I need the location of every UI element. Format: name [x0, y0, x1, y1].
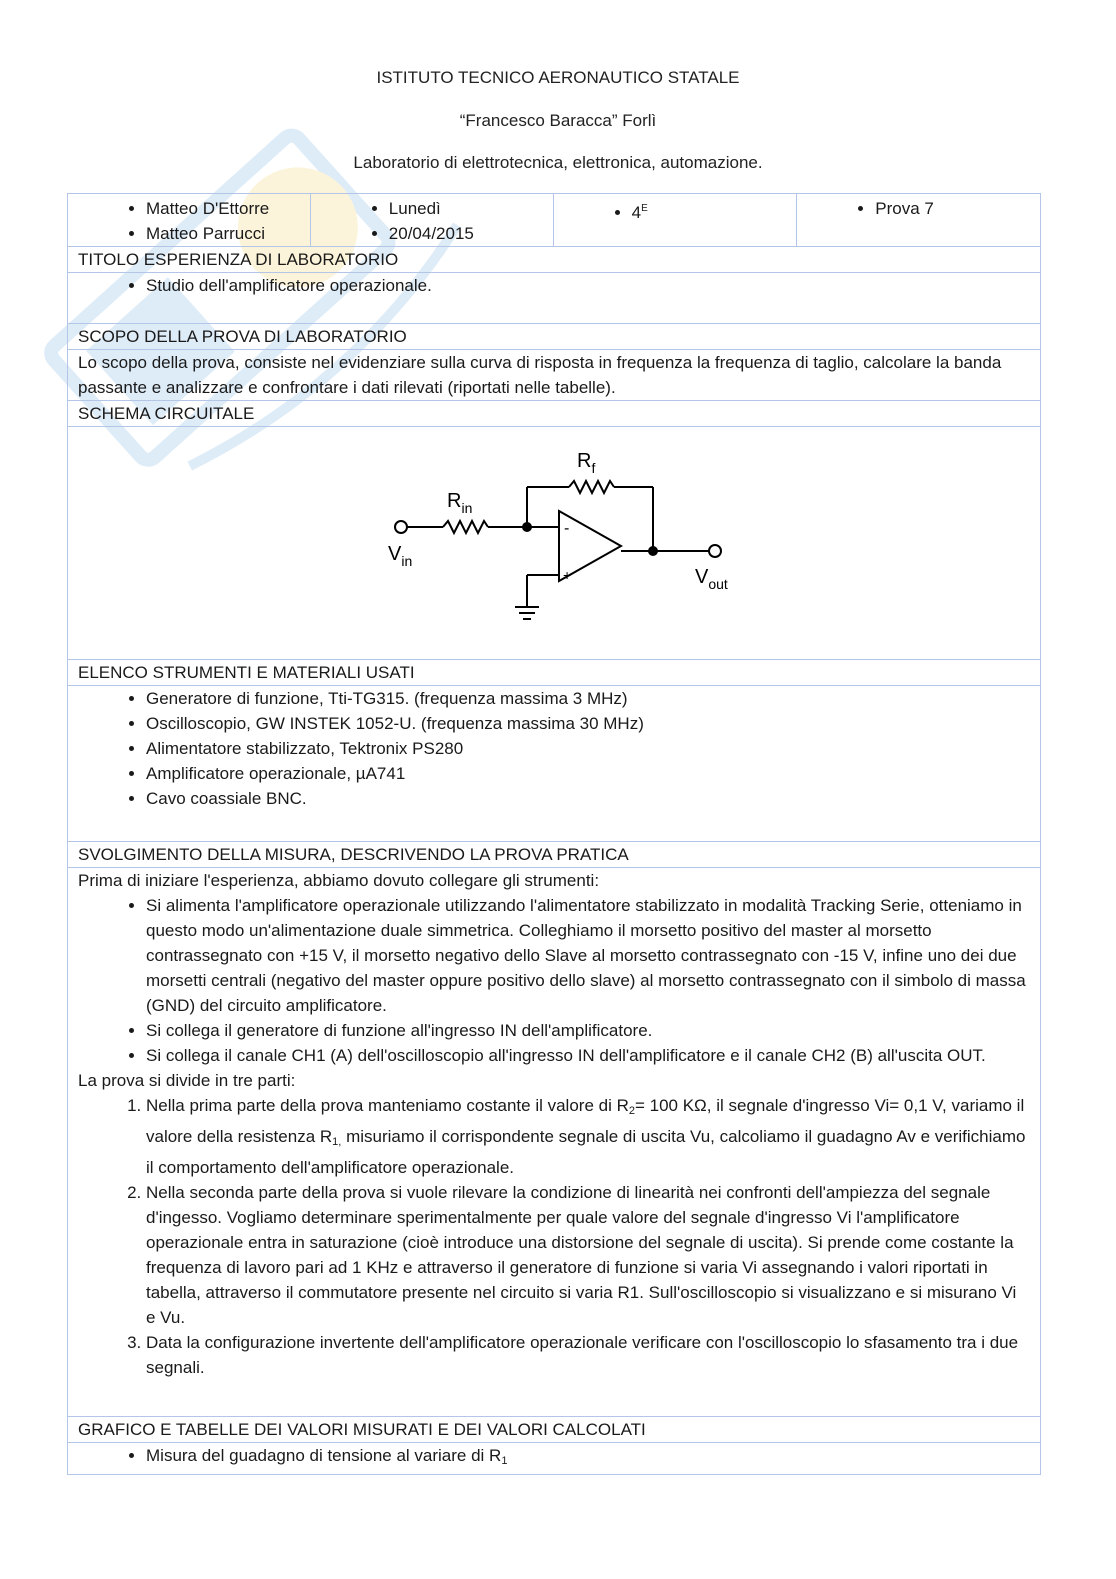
- rf-label: $R_f$: [577, 450, 596, 476]
- test-cell: [797, 194, 1041, 247]
- weekday: • Lunedì: [389, 196, 553, 221]
- date: • 20/04/2015: [389, 221, 553, 246]
- graph-heading: GRAFICO E TABELLE DEI VALORI MISURATI E DEI VALORI CALCOLATI: [68, 1417, 1041, 1443]
- tools-heading: ELENCO STRUMENTI E MATERIALI USATI: [68, 660, 1041, 686]
- part-3: 3. Data la configurazione invertente dell'amplificatore operazionale verificare con l'oscilloscopio lo sfasamento tra i due segnali.: [146, 1330, 1030, 1380]
- meta-row: [68, 194, 1041, 247]
- procedure-item: • Si collega il generatore di funzione all'ingresso IN dell'amplificatore.: [146, 1018, 1030, 1043]
- parts-intro: La prova si divide in tre parti:: [78, 1071, 296, 1090]
- title-heading: TITOLO ESPERIENZA DI LABORATORIO: [68, 247, 1041, 273]
- op-amp-circuit-diagram: [383, 435, 743, 635]
- tool-item: • Oscilloscopio, GW INSTEK 1052-U. (frequenza massima 30 MHz): [146, 711, 1030, 736]
- part-1: 1. Nella prima parte della prova manteniamo costante il valore di $R_2= 100$ KΩ, il segnale d'ingresso Vi= 0,1 V, variamo il valore della resistenza $R_{1,}$ misuriamo il corrispondente segnale di uscita Vu, calcoliamo il guadagno Av e verifichiamo il comportamento dell'amplificatore operazionale.: [146, 1093, 1030, 1180]
- test-label: • Prova 7: [875, 196, 1040, 221]
- procedure-cell: [68, 868, 1041, 1417]
- schema-cell: [68, 427, 1041, 660]
- scope-text: Lo scopo della prova, consiste nel evidenziare sulla curva di risposta in frequenza la frequenza di taglio, calcolare la banda passante e analizzare e confrontare i dati rilevati (riportati nelle tabelle).: [68, 350, 1041, 401]
- plus-sign: +: [563, 567, 572, 583]
- experiment-title: • Studio dell'amplificatore operazionale.: [146, 273, 1030, 298]
- title-cell: [68, 273, 1041, 324]
- report-table: [67, 193, 1041, 1475]
- rin-label: $R_{in}$: [447, 490, 473, 516]
- students-cell: [68, 194, 311, 247]
- school-name: “Francesco Baracca” Forlì: [459, 111, 657, 130]
- part-2: 2. Nella seconda parte della prova si vuole rilevare la condizione di linearità nei confronti dell'ampiezza del segnale d'ingesso. Vogliamo determinare sperimentalmente per quale valore del segnale d'ingresso Vi l'amplificatore operazionale entra in saturazione (cioè introduce una distorsione del segnale di uscita). Si prende come costante la frequenza di lavoro pari ad 1 KHz e attraverso il generatore di funzione si varia Vi assegnando i valori riportati in tabella, attraverso il commutatore presente nel circuito si varia R1. Sull'oscilloscopio si visualizzano e si misurano Vi e Vu.: [146, 1180, 1030, 1330]
- tools-cell: [68, 686, 1041, 842]
- class-cell: [553, 194, 797, 247]
- procedure-heading: SVOLGIMENTO DELLA MISURA, DESCRIVENDO LA PROVA PRATICA: [68, 842, 1041, 868]
- student-name: • Matteo Parrucci: [146, 221, 310, 246]
- junction-node: [522, 522, 532, 532]
- tool-item: • Cavo coassiale BNC.: [146, 786, 1030, 811]
- schema-heading: SCHEMA CIRCUITALE: [68, 401, 1041, 427]
- procedure-item: • Si alimenta l'amplificatore operazionale utilizzando l'alimentatore stabilizzato in modalità Tracking Serie, otteniamo in questo modo un'alimentazione duale simmetrica. Colleghiamo il morsetto positivo del master al morsetto contrassegnato con +15 V, il morsetto negativo dello Slave al morsetto contrassegnato con -15 V, infine uno dei due morsetti centrali (negativo del master oppure positivo dello slave) al morsetto contrassegnato con il simbolo di massa (GND) del circuito amplificatore.: [146, 893, 1030, 1018]
- rin-resistor: [443, 521, 488, 533]
- class-label: • $4^E$: [632, 196, 797, 225]
- graph-cell: [68, 1443, 1041, 1475]
- vout-terminal: [709, 545, 721, 557]
- procedure-item: • Si collega il canale CH1 (A) dell'oscilloscopio all'ingresso IN dell'amplificatore e il canale CH2 (B) all'uscita OUT.: [146, 1043, 1030, 1068]
- date-cell: [310, 194, 553, 247]
- procedure-intro: Prima di iniziare l'esperienza, abbiamo dovuto collegare gli strumenti:: [78, 871, 600, 890]
- vout-label: $V_{out}$: [695, 566, 728, 592]
- institute-title: ISTITUTO TECNICO AERONAUTICO STATALE: [376, 68, 740, 87]
- vin-terminal: [395, 521, 407, 533]
- tool-item: • Generatore di funzione, Tti-TG315. (frequenza massima 3 MHz): [146, 686, 1030, 711]
- rf-resistor: [569, 481, 614, 493]
- graph-item: • Misura del guadagno di tensione al variare di $R_1$: [146, 1443, 1030, 1474]
- tool-item: • Amplificatore operazionale, µA741: [146, 761, 1030, 786]
- lab-name: Laboratorio di elettrotecnica, elettronica, automazione.: [353, 153, 763, 172]
- scope-heading: SCOPO DELLA PROVA DI LABORATORIO: [68, 324, 1041, 350]
- minus-sign: -: [564, 520, 570, 537]
- tool-item: • Alimentatore stabilizzato, Tektronix PS280: [146, 736, 1030, 761]
- student-name: • Matteo D'Ettorre: [146, 196, 310, 221]
- vin-label: $V_{in}$: [388, 543, 413, 569]
- junction-node: [648, 546, 658, 556]
